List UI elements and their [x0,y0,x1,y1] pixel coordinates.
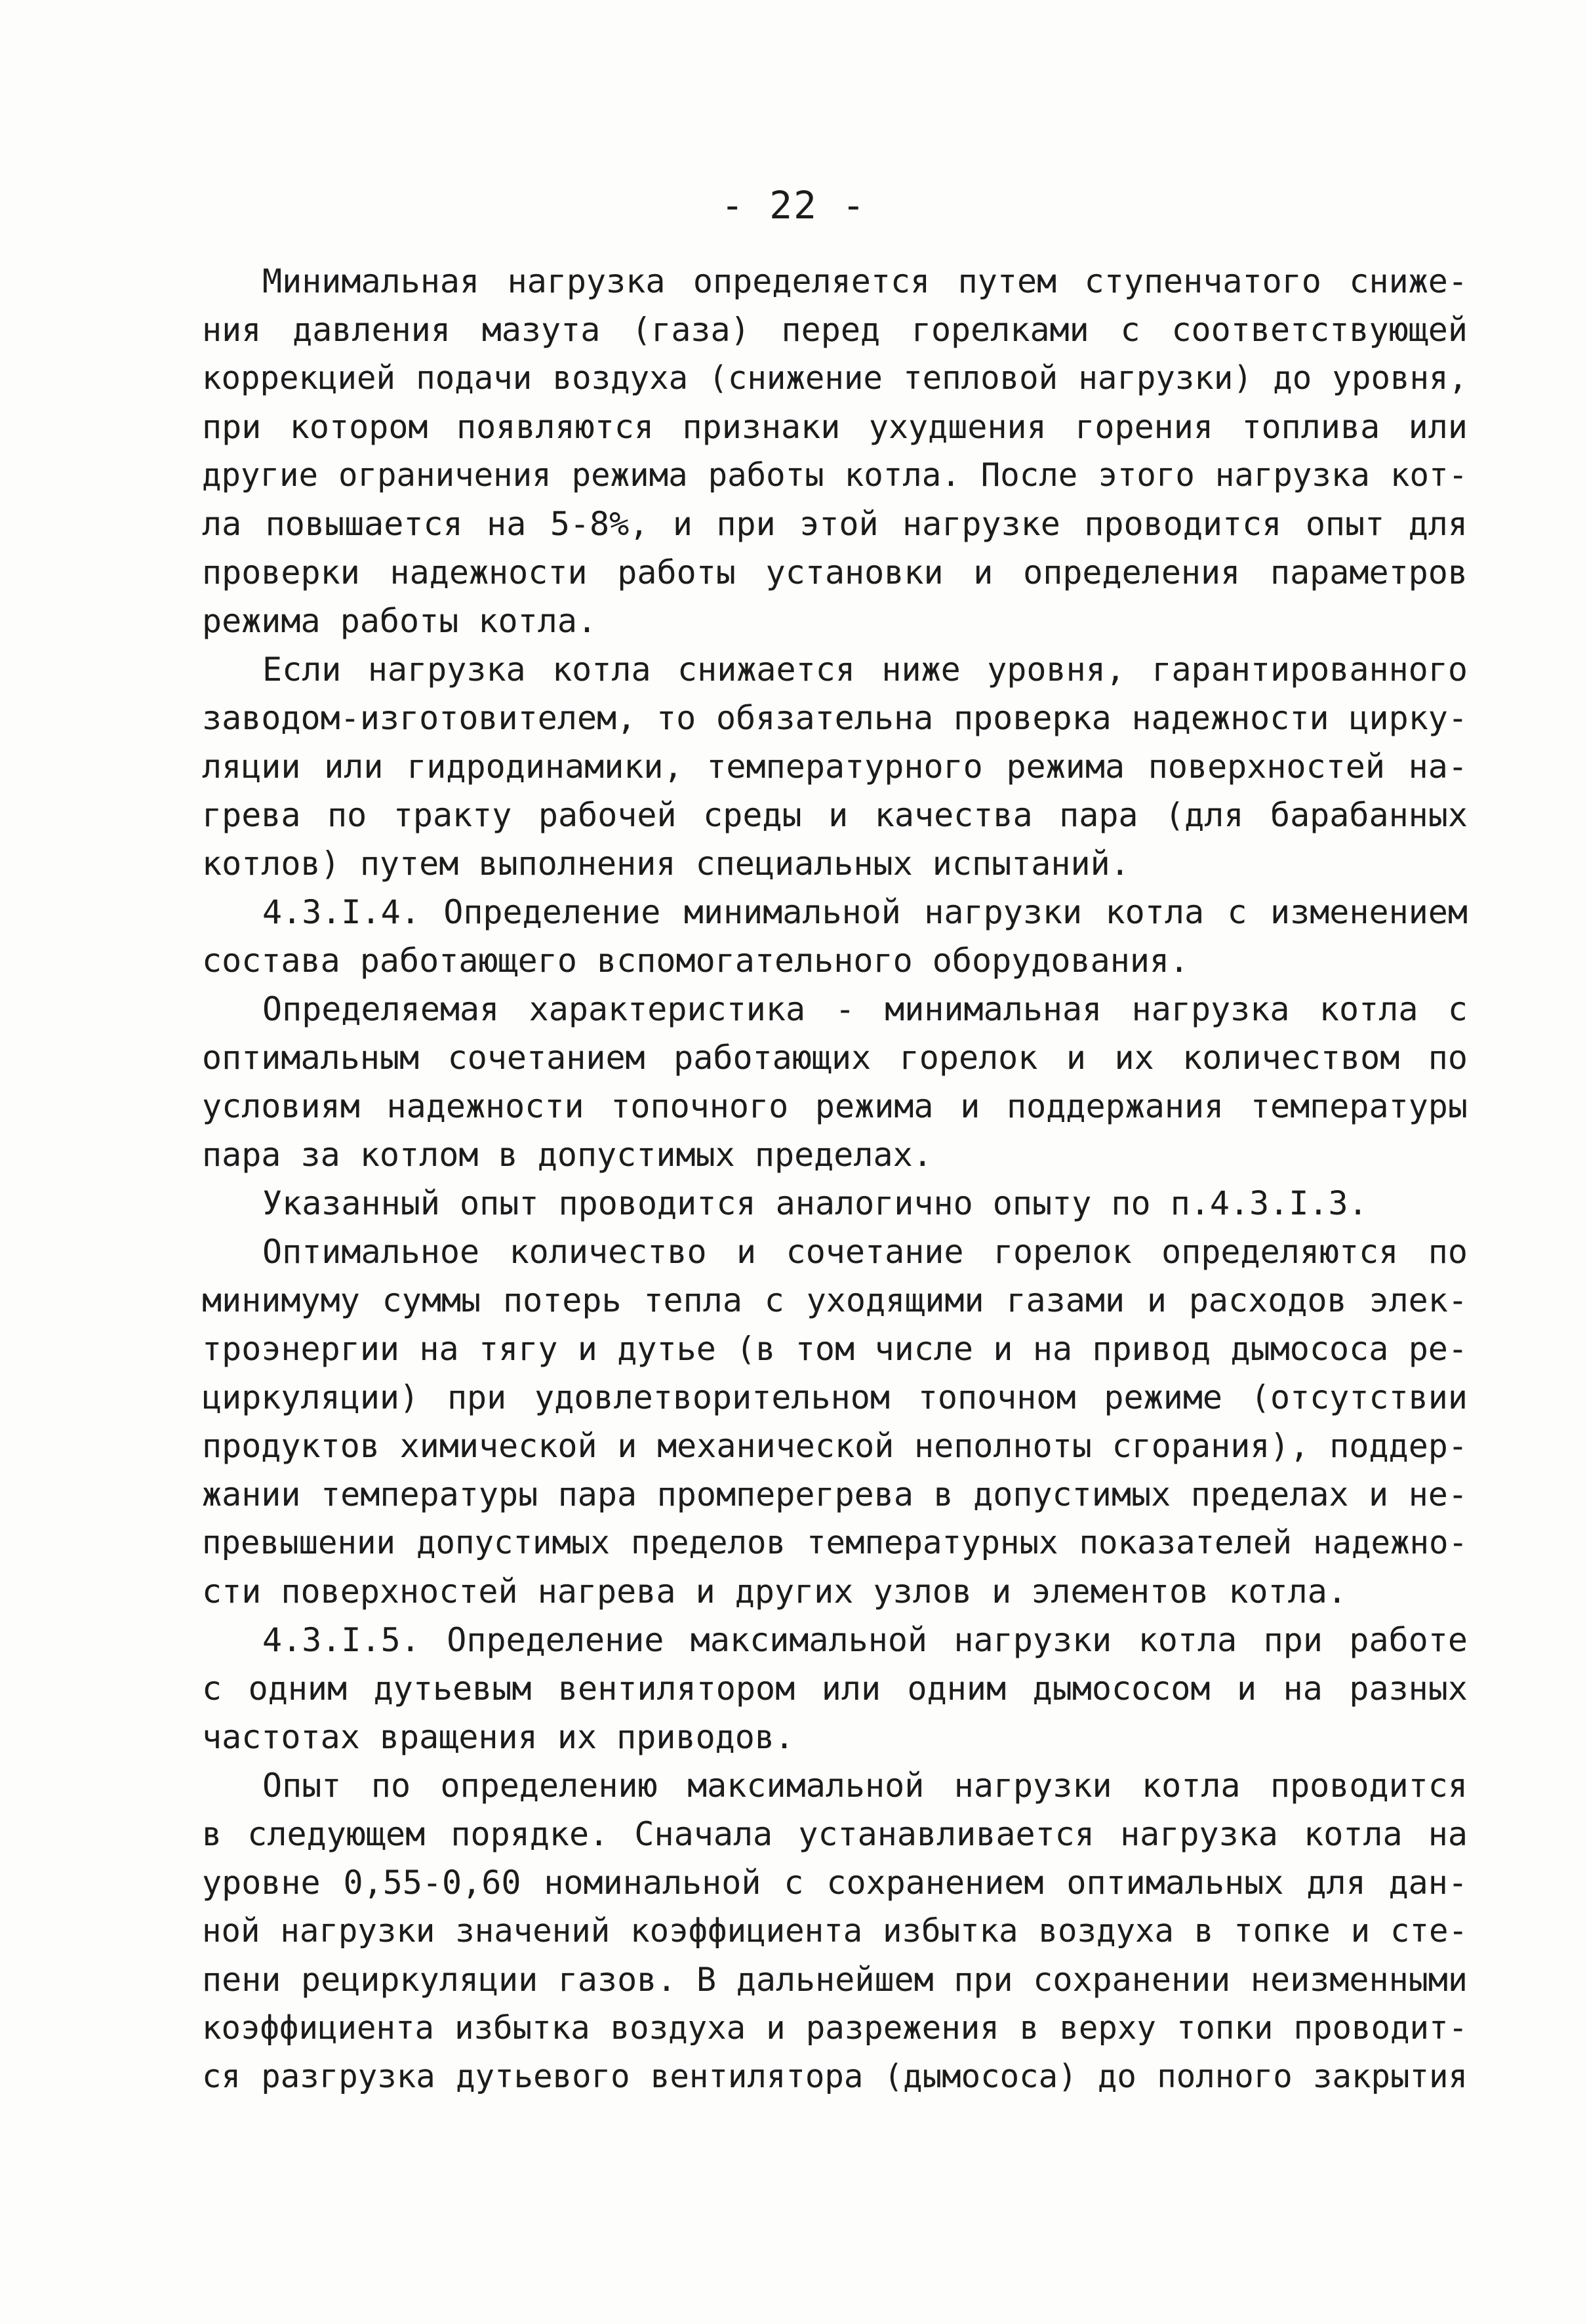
text-line: заводом-изготовителем, то обязательна проверка надежности цирку- [202,699,1468,737]
text-line: ся разгрузка дутьевого вентилятора (дымососа) до полного закрытия [202,2058,1468,2095]
text-line: в следующем порядке. Сначала устанавливается нагрузка котла на [202,1815,1468,1853]
text-line: пара за котлом в допустимых пределах. [202,1136,933,1174]
text-line: уровне 0,55-0,60 номинальной с сохранением оптимальных для дан- [202,1864,1468,1902]
text-line: состава работающего вспомогательного оборудования. [202,942,1190,980]
text-line: ния давления мазута (газа) перед горелками с соответствующей [202,311,1468,349]
text-line: продуктов химической и механической неполноты сгорания), поддер- [202,1427,1468,1465]
text-line: Оптимальное количество и сочетание горелок определяются по [262,1233,1468,1271]
document-body [202,257,1468,2101]
page-number: - 22 - [721,183,866,228]
text-line: проверки надежности работы установки и определения параметров [202,553,1468,591]
text-line: коррекцией подачи воздуха (снижение тепловой нагрузки) до уровня, [202,359,1468,397]
text-line: грева по тракту рабочей среды и качества пара (для барабанных [202,796,1468,834]
text-line: ной нагрузки значений коэффициента избытка воздуха в топке и сте- [202,1912,1468,1950]
text-line: коэффициента избытка воздуха и разрежения в верху топки проводит- [202,2009,1468,2047]
text-line: сти поверхностей нагрева и других узлов и элементов котла. [202,1573,1347,1611]
text-line: другие ограничения режима работы котла. После этого нагрузка кот- [202,456,1468,494]
text-line: оптимальным сочетанием работающих горелок и их количеством по [202,1039,1468,1077]
text-line: частотах вращения их приводов. [202,1718,795,1756]
text-line: режима работы котла. [202,602,597,640]
text-line: Опыт по определению максимальной нагрузки котла проводится [262,1767,1468,1805]
text-line: 4.3.I.5. Определение максимальной нагрузки котла при работе [262,1621,1468,1659]
text-line: троэнергии на тягу и дутье (в том числе и на привод дымососа ре- [202,1330,1468,1368]
text-line: ла повышается на 5-8%, и при этой нагрузке проводится опыт для [202,505,1468,543]
text-line: при котором появляются признаки ухудшения горения топлива или [202,408,1468,446]
text-line: жании температуры пара промперегрева в допустимых пределах и не- [202,1475,1468,1513]
text-line: с одним дутьевым вентилятором или одним дымососом и на разных [202,1670,1468,1708]
text-line: Указанный опыт проводится аналогично опыту по п.4.3.I.3. [262,1184,1368,1222]
text-line: циркуляции) при удовлетворительном топочном режиме (отсутствии [202,1378,1468,1416]
text-line: условиям надежности топочного режима и поддержания температуры [202,1087,1468,1125]
text-line: 4.3.I.4. Определение минимальной нагрузки котла с изменением [262,893,1468,931]
text-line: Если нагрузка котла снижается ниже уровня, гарантированного [262,651,1468,689]
text-line: превышении допустимых пределов температурных показателей надежно- [202,1524,1468,1561]
text-line: пени рециркуляции газов. В дальнейшем при сохранении неизменными [202,1961,1468,1999]
text-line: Определяемая характеристика - минимальная нагрузка котла с [262,990,1468,1028]
text-line: минимуму суммы потерь тепла с уходящими газами и расходов элек- [202,1281,1468,1319]
text-line: Минимальная нагрузка определяется путем ступенчатого сниже- [262,262,1468,300]
text-line: ляции или гидродинамики, температурного режима поверхностей на- [202,748,1468,786]
text-line: котлов) путем выполнения специальных испытаний. [202,845,1130,883]
